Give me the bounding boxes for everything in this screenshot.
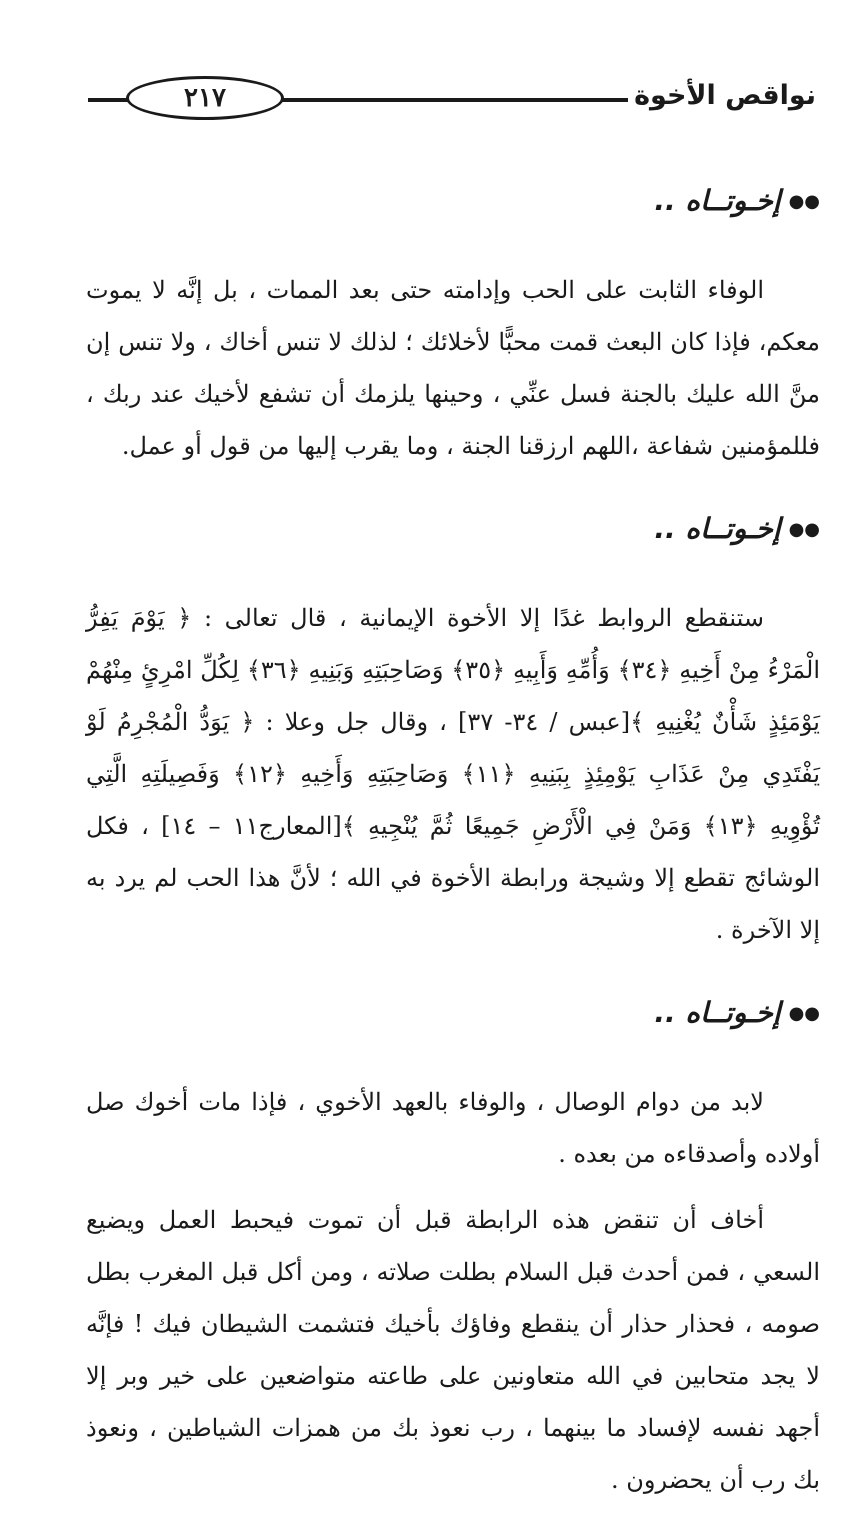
- paragraph: ستنقطع الروابط غدًا إلا الأخوة الإيمانية ، قال تعالى : ﴿ يَوْمَ يَفِرُّ الْمَرْءُ مِنْ أَخِيهِ ﴿٣٤﴾ وَأُمِّهِ وَأَبِيهِ ﴿٣٥﴾ وَصَاحِبَتِهِ وَبَنِيهِ ﴿٣٦﴾ لِكُلِّ امْرِئٍ مِنْهُمْ يَوْمَئِذٍ شَأْنٌ يُغْنِيهِ ﴾[عبس / ٣٤- ٣٧] ، وقال جل وعلا : ﴿ يَوَدُّ الْمُجْرِمُ لَوْ يَفْتَدِي مِنْ عَذَابِ يَوْمِئِذٍ بِبَنِيهِ ﴿١١﴾ وَصَاحِبَتِهِ وَأَخِيهِ ﴿١٢﴾ وَفَصِيلَتِهِ الَّتِي تُؤْوِيهِ ﴿١٣﴾ وَمَنْ فِي الْأَرْضِ جَمِيعًا ثُمَّ يُنْجِيهِ ﴾[المعارج١١ – ١٤] ، فكل الوشائج تقطع إلا وشيجة ورابطة الأخوة في الله ؛ لأنَّ هذا الحب لم يرد به إلا الآخرة .: [86, 604, 821, 944]
- bullet-icon: ●●: [788, 519, 820, 540]
- heading-text: إخـوتــاه ..: [654, 512, 781, 545]
- page-number: ٢١٧: [126, 76, 284, 120]
- page-header: [88, 72, 816, 128]
- section-heading: [86, 506, 820, 552]
- running-title: نواقص الأخوة: [628, 80, 816, 111]
- section-2: [86, 506, 820, 956]
- section-3: [86, 990, 820, 1506]
- paragraph: الوفاء الثابت على الحب وإدامته حتى بعد الممات ، بل إنَّه لا يموت معكم، فإذا كان البعث قمت محبًّا لأخلائك ؛ لذلك لا تنس أخاك ، ولا تنس إن منَّ الله عليك بالجنة فسل عنِّي ، وحينها يلزمك أن تشفع لأخيك عند ربك ، فللمؤمنين شفاعة ،اللهم ارزقنا الجنة ، وما يقرب إليها من قول أو عمل.: [86, 276, 820, 460]
- paragraph: لابد من دوام الوصال ، والوفاء بالعهد الأخوي ، فإذا مات أخوك صل أولاده وأصدقاءه من بعده .: [86, 1088, 820, 1168]
- section-1: [86, 178, 820, 472]
- bullet-icon: ●●: [788, 1003, 820, 1024]
- heading-text: إخـوتــاه ..: [654, 184, 781, 217]
- page-body: [86, 178, 820, 1540]
- section-heading: [86, 990, 820, 1036]
- bullet-icon: ●●: [788, 191, 820, 212]
- heading-text: إخـوتــاه ..: [654, 996, 781, 1029]
- section-heading: [86, 178, 820, 224]
- paragraph: أخاف أن تنقض هذه الرابطة قبل أن تموت فيحبط العمل ويضيع السعي ، فمن أحدث قبل السلام بطلت صلاته ، ومن أكل قبل المغرب بطل صومه ، فحذار حذار أن ينقطع وفاؤك بأخيك فتشمت الشيطان فيك ! فإنَّه لا يجد متحابين في الله متعاونين على طاعته متواضعين على خير وبر إلا أجهد نفسه لإفساد ما بينهما ، رب نعوذ بك من همزات الشياطين ، ونعوذ بك رب أن يحضرون .: [86, 1206, 820, 1494]
